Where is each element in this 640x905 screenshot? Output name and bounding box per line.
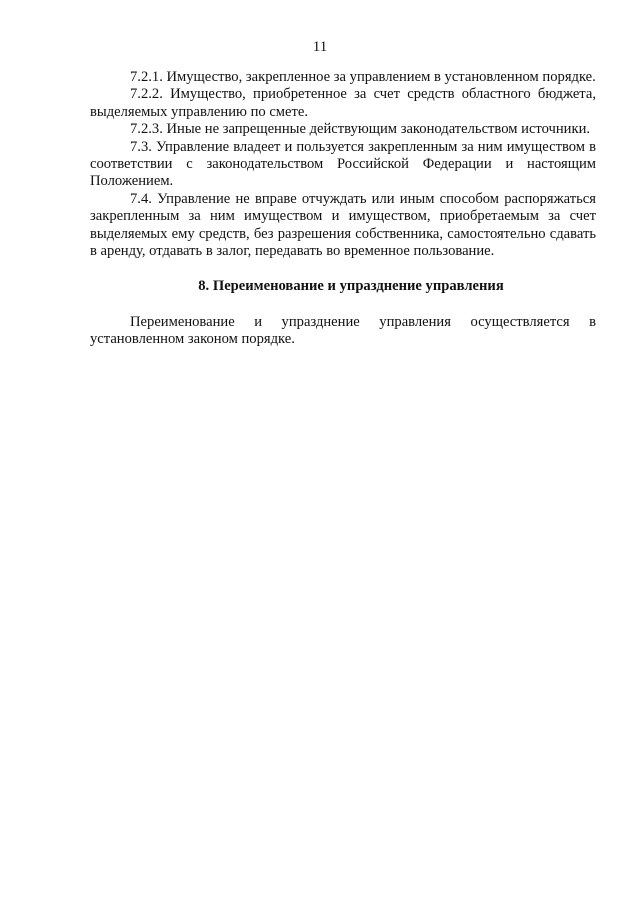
paragraph-7-2-2: 7.2.2. Имущество, приобретенное за счет средств областного бюджета, выделяемых управлению по смете. <box>90 86 596 120</box>
paragraph-7-3: 7.3. Управление владеет и пользуется закрепленным за ним имуществом в соответствии с законодательством Российской Федерации и настоящим Положением. <box>90 138 596 190</box>
page-number: 11 <box>312 39 328 55</box>
document-body <box>90 69 596 349</box>
section-8-paragraph: Переименование и упразднение управления осуществляется в установленном законом порядке. <box>90 313 596 348</box>
paragraph-7-2-1: 7.2.1. Имущество, закрепленное за управлением в установленном порядке. <box>130 69 596 85</box>
section-8-heading: 8. Переименование и упразднение управления <box>198 278 504 295</box>
paragraph-7-2-3: 7.2.3. Иные не запрещенные действующим законодательством источники. <box>130 121 591 138</box>
paragraph-7-4: 7.4. Управление не вправе отчуждать или иным способом распоряжаться закрепленным за ним имуществом и имуществом, приобретаемым за счет выделяемых ему средств, без разрешения собственника, самостоятельно сдавать в аренду, отдавать в залог, передавать во временное пользование. <box>90 190 596 260</box>
